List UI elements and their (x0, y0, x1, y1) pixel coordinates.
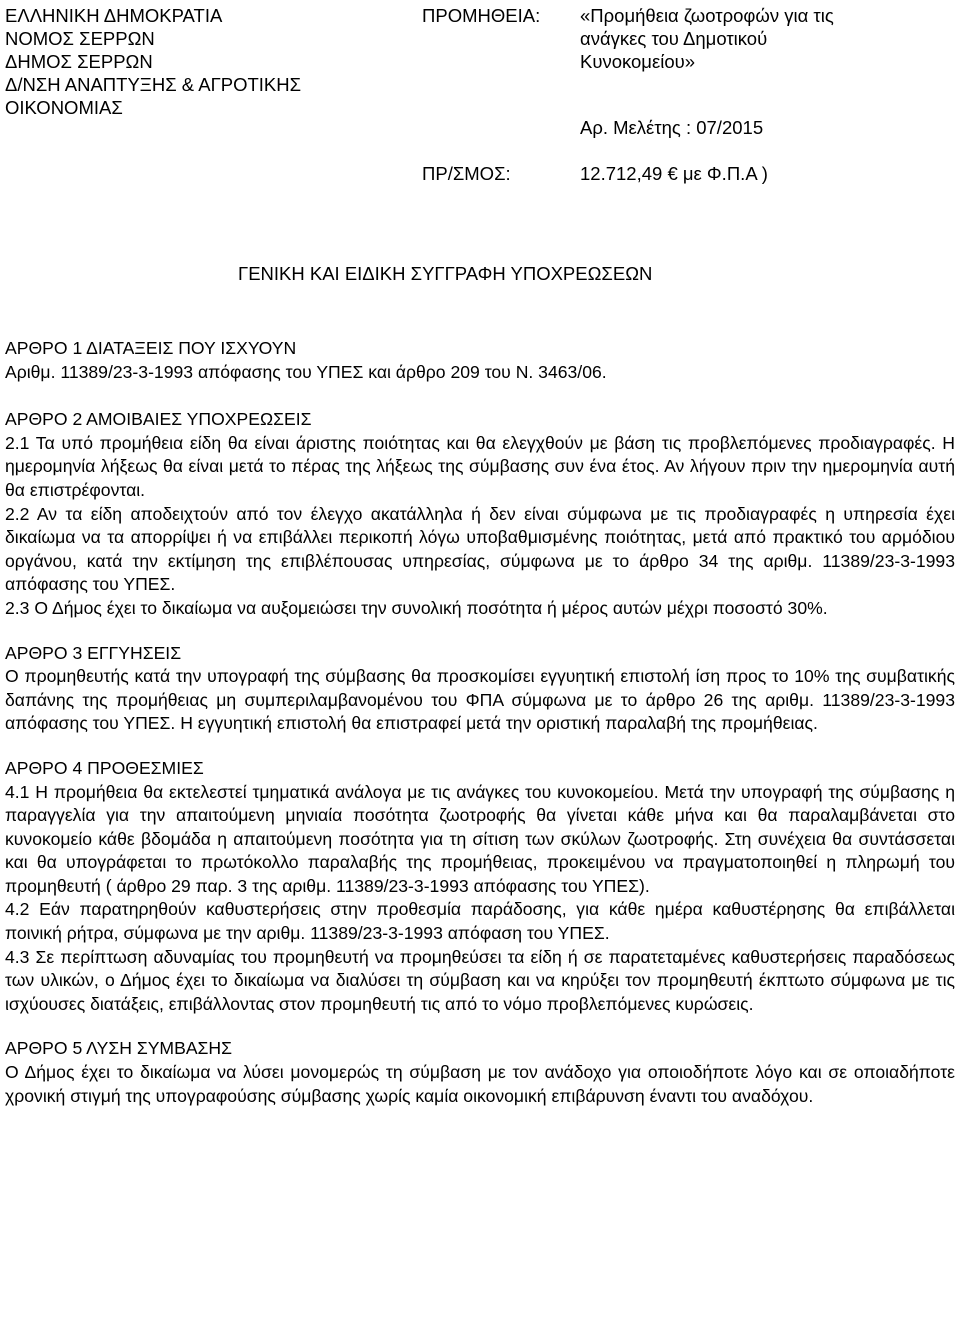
document-body (5, 337, 955, 1108)
article-5-text: Ο Δήμος έχει το δικαίωμα να λύσει μονομερώς τη σύμβαση με τον ανάδοχο για οποιοδήποτε λόγο και σε οποιαδήποτε χρονική στιγμή της υπογραφούσης σύμβασης χωρίς καμία οικονομική επιβάρυνση έναντι του αναδόχου. (5, 1062, 955, 1106)
article-4-paragraph-3: 4.3 Σε περίπτωση αδυναμίας του προμηθευτή να προμηθεύσει τα είδη ή σε παρατεταμένες καθυστερήσεις παραδόσεως των υλικών, ο Δήμος έχει το δικαίωμα να διαλύσει τη σύμβαση και να κηρύξει τον προμηθευτή έκπτωτο σύμφωνα με τις ισχύουσες διατάξεις, επιβάλλοντας στον προμηθευτή τις από το νόμο προβλεπόμενες κυρώσεις. (5, 946, 955, 1014)
supply-title-line: «Προμήθεια ζωοτροφών για τις (580, 5, 834, 26)
article-4-title: ΑΡΘΡΟ 4 ΠΡΟΘΕΣΜΙΕΣ (5, 757, 204, 778)
spacer (5, 736, 955, 757)
supply-label: ΠΡΟΜΗΘΕΙΑ: (422, 5, 541, 26)
study-number: Αρ. Μελέτης : 07/2015 (580, 117, 764, 138)
article-4-paragraph-2: 4.2 Εάν παρατηρηθούν καθυστερήσεις στην προθεσμία παράδοσης, για κάθε ημέρα καθυστέρησης θα επιβάλλεται ποινική ρήτρα, σύμφωνα με την αριθμ. 11389/23-3-1993 απόφαση του ΥΠΕΣ. (5, 899, 955, 944)
issuer-line: ΟΙΚΟΝΟΜΙΑΣ (5, 97, 123, 118)
article-2-paragraph-2: 2.2 Αν τα είδη αποδειχτούν από τον έλεγχο ακατάλληλα ή δεν είναι σύμφωνα με τις προδιαγραφές η υπηρεσία έχει δικαίωμα να τα απορρίψει ή να επιβάλλει περικοπή λόγω υποβαθμισμένης ποιότητας, μετά από πρακτικό του αρμόδιου οργάνου, κατά την εκτίμηση της επιβλέπουσας υπηρεσίας, σύμφωνα με το άρθρο 34 της αριθμ. 11389/23-3-1993 απόφασης του ΥΠΕΣ. (5, 503, 955, 595)
budget-value: 12.712,49 € με Φ.Π.Α ) (580, 163, 768, 184)
article-1-title: ΑΡΘΡΟ 1 ΔΙΑΤΑΞΕΙΣ ΠΟΥ ΙΣΧΥΟΥΝ (5, 338, 297, 358)
issuer-line: Δ/ΝΣΗ ΑΝΑΠΤΥΞΗΣ & ΑΓΡΟΤΙΚΗΣ (5, 74, 302, 95)
budget-label: ΠΡ/ΣΜΟΣ: (422, 163, 511, 184)
document-header (5, 0, 955, 190)
supply-title-line: ανάγκες του Δημοτικού (580, 28, 768, 49)
issuer-line: ΝΟΜΟΣ ΣΕΡΡΩΝ (5, 28, 155, 49)
issuing-authority (5, 4, 301, 119)
supply-title-line: Κυνοκομείου» (580, 51, 696, 72)
article-2-paragraph-1: 2.1 Τα υπό προμήθεια είδη θα είναι άριστης ποιότητας και θα ελεγχθούν με βάση τις προβλεπόμενες προδιαγραφές. Η ημερομηνία λήξεως θα είναι μετά το πέρας της λήξεως της σύμβασης συν ένα έτος. Αν λήγουν πριν την ημερομηνία αυτή θα επιστρέφονται. (5, 432, 955, 500)
issuer-line: ΕΛΛΗΝΙΚΗ ΔΗΜΟΚΡΑΤΙΑ (5, 5, 223, 26)
article-3-title: ΑΡΘΡΟ 3 ΕΓΓΥΗΣΕΙΣ (5, 642, 182, 663)
spacer (5, 1016, 955, 1037)
article-5-title: ΑΡΘΡΟ 5 ΛΥΣΗ ΣΥΜΒΑΣΗΣ (5, 1038, 233, 1059)
supply-title (580, 4, 840, 73)
main-title: ΓΕΝΙΚΗ ΚΑΙ ΕΙΔΙΚΗ ΣΥΓΓΡΑΦΗ ΥΠΟΧΡΕΩΣΕΩΝ (238, 263, 653, 284)
article-1-text: Αριθμ. 11389/23-3-1993 απόφασης του ΥΠΕΣ και άρθρο 209 του Ν. 3463/06. (5, 361, 607, 382)
spacer (5, 621, 955, 642)
spacer (5, 384, 955, 408)
article-3-text: Ο προμηθευτής κατά την υπογραφή της σύμβασης θα προσκομίσει εγγυητική επιστολή ίση προς το 10% της συμβατικής δαπάνης της προμήθειας μη συμπεριλαμβανομένου του ΦΠΑ σύμφωνα με το άρθρο 26 της αριθμ. 11389/23-3-1993 απόφασης του ΥΠΕΣ. Η εγγυητική επιστολή θα επιστραφεί μετά την οριστική παραλαβή της προμήθειας. (5, 666, 955, 734)
document-page (5, 0, 955, 1341)
issuer-line: ΔΗΜΟΣ ΣΕΡΡΩΝ (5, 51, 153, 72)
article-2-title: ΑΡΘΡΟ 2 ΑΜΟΙΒΑΙΕΣ ΥΠΟΧΡΕΩΣΕΙΣ (5, 409, 312, 430)
article-2-paragraph-3: 2.3 Ο Δήμος έχει το δικαίωμα να αυξομειώσει την συνολική ποσότητα ή μέρος αυτών μέχρι ποσοστό 30%. (5, 597, 828, 618)
article-4-paragraph-1: 4.1 Η προμήθεια θα εκτελεστεί τμηματικά ανάλογα με τις ανάγκες του κυνοκομείου. Μετά την υπογραφή της σύμβασης η παραγγελία για την απαιτούμενη μηνιαία ποσότητα ζωοτροφής θα γίνεται κάθε μήνα και θα παραλαμβάνεται στο κυνοκομείο κάθε βδομάδα η απαιτούμενη ποσότητα για τη σίτιση των σκύλων ζωοτροφής. Στη συνέχεια θα συντάσσεται και θα υπογράφεται το πρωτόκολλο παραλαβής της προμήθειας, προκειμένου να πραγματοποιηθεί η πληρωμή του προμηθευτή ( άρθρο 29 παρ. 3 της αριθμ. 11389/23-3-1993 απόφασης του ΥΠΕΣ). (5, 781, 955, 896)
